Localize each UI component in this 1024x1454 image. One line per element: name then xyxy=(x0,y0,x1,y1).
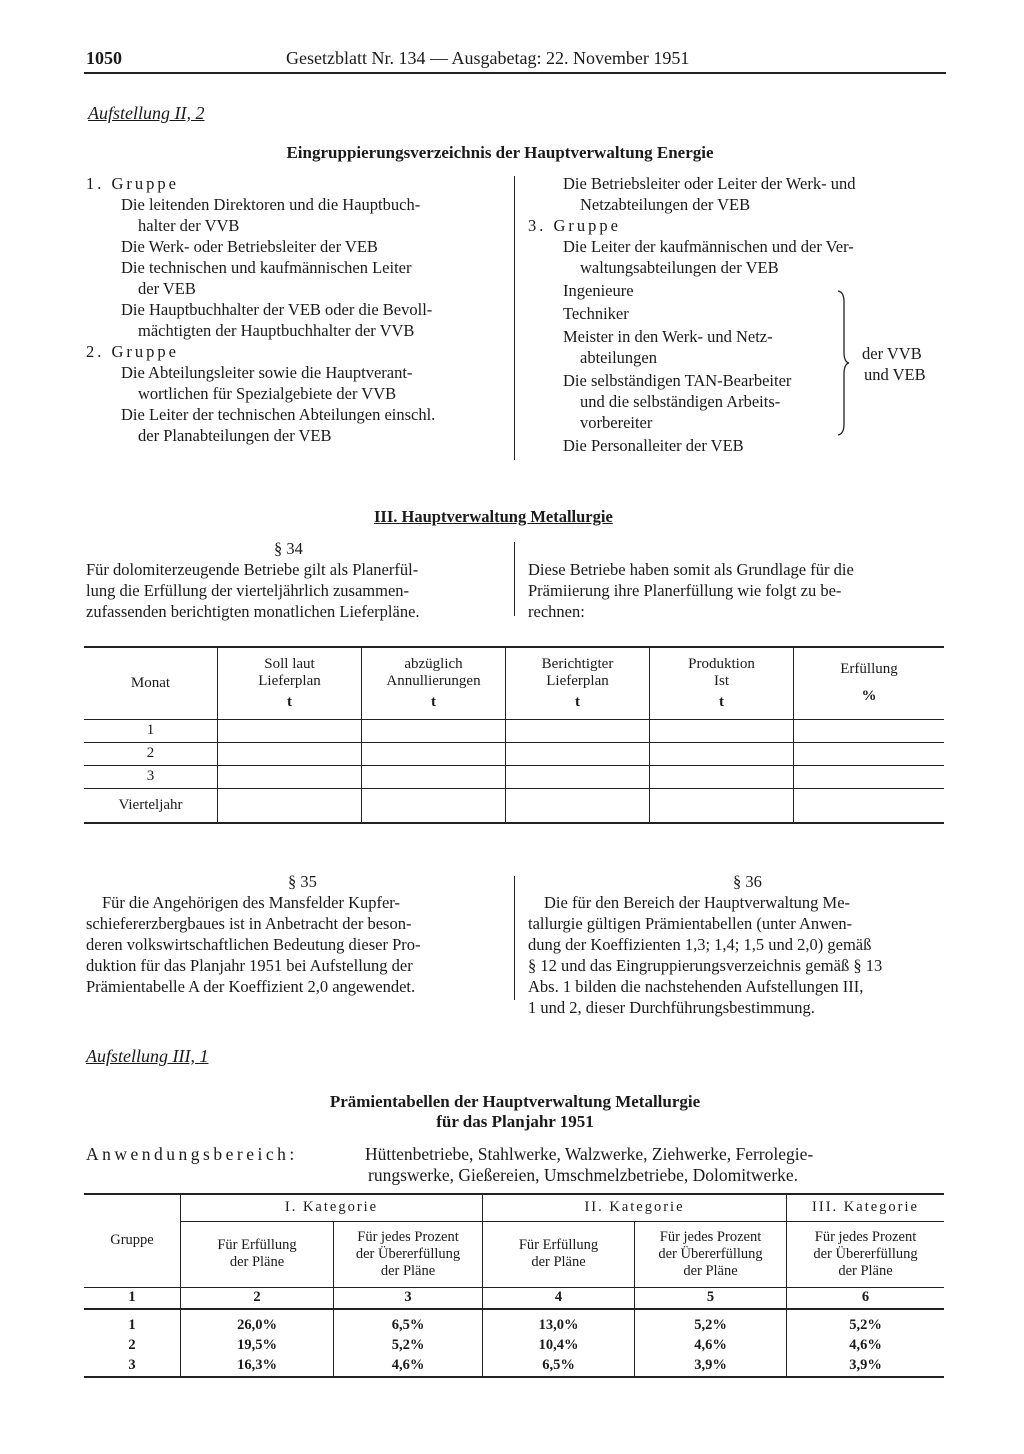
brace-label xyxy=(862,343,926,385)
g2-line: Die Leiter der technischen Abteilungen einschl. xyxy=(121,405,436,424)
header-unit: t xyxy=(431,693,436,710)
aufstellung-ii2-title: Eingruppierungsverzeichnis der Hauptverwaltung Energie xyxy=(286,143,714,162)
header-unit: t xyxy=(719,693,724,710)
g3-line: vorbereiter xyxy=(580,413,653,432)
cell: 3,9% xyxy=(787,1355,945,1377)
sub-line: der Übererfüllung xyxy=(813,1245,918,1262)
p35-line: deren volkswirtschaftlichen Bedeutung dieser Pro- xyxy=(86,935,421,954)
p36-line: dung der Koeffizienten 1,3; 1,4; 1,5 und 2,0) gemäß xyxy=(528,935,872,954)
cell: 2 xyxy=(84,1335,181,1355)
p34-left xyxy=(86,538,504,622)
category-header: II. Kategorie xyxy=(483,1194,787,1221)
header-cell xyxy=(794,647,945,719)
header-label: Erfüllung xyxy=(840,661,898,678)
p36-line: Die für den Bereich der Hauptverwaltung Me- xyxy=(544,893,851,912)
title-line: für das Planjahr 1951 xyxy=(436,1112,594,1131)
g1-line: der VEB xyxy=(138,279,196,298)
header-label: Ist xyxy=(714,672,729,689)
table-row xyxy=(84,1309,944,1335)
cell: 5,2% xyxy=(787,1309,945,1335)
p34-line: rechnen: xyxy=(528,602,585,621)
sub-line: der Pläne xyxy=(229,1254,285,1270)
cell: 26,0% xyxy=(181,1309,334,1335)
row-label: 3 xyxy=(84,765,218,788)
col-number: 5 xyxy=(635,1287,787,1309)
header-gruppe: Gruppe xyxy=(84,1194,181,1287)
cell: 3 xyxy=(84,1355,181,1377)
p34-line: Diese Betriebe haben somit als Grundlage für die xyxy=(528,560,854,579)
anwendung-label: Anwendungsbereich: xyxy=(86,1144,298,1164)
ii2-right-column xyxy=(528,173,953,456)
p36-line: § 12 und das Eingruppierungsverzeichnis gemäß § 13 xyxy=(528,956,883,975)
p34-line: zufassenden berichtigten monatlichen Lieferpläne. xyxy=(86,602,420,621)
cell: 4,6% xyxy=(635,1335,787,1355)
p35-heading: § 35 xyxy=(288,872,317,891)
g2-line: Die Abteilungsleiter sowie die Hauptverant- xyxy=(121,363,413,382)
sub-line: der Pläne xyxy=(838,1262,893,1279)
curly-brace xyxy=(836,290,850,436)
header-cell xyxy=(506,647,650,719)
p34-right xyxy=(528,559,948,622)
cell: 3,9% xyxy=(635,1355,787,1377)
g3-line: abteilungen xyxy=(580,348,657,367)
praemien-table xyxy=(84,1193,944,1378)
p34-heading: § 34 xyxy=(274,539,303,558)
p36-line: tallurgie gültigen Prämientabellen (unter Anwen- xyxy=(528,914,853,933)
sub-line: Für jedes Prozent xyxy=(814,1228,917,1245)
g3-line: Die Leiter der kaufmännischen und der Ver- xyxy=(563,237,854,256)
subheader xyxy=(635,1221,787,1287)
planerfuellung-table xyxy=(84,646,944,824)
cell: 10,4% xyxy=(483,1335,635,1355)
sub-line: der Pläne xyxy=(380,1262,436,1279)
cell: 4,6% xyxy=(334,1355,483,1377)
group1-heading: 1. Gruppe xyxy=(86,174,179,193)
header-label: Berichtigter xyxy=(541,655,614,672)
g3-line: waltungsabteilungen der VEB xyxy=(580,258,779,277)
brace-line: und VEB xyxy=(864,365,926,384)
sub-line: der Pläne xyxy=(531,1254,586,1270)
g3-line: Techniker xyxy=(563,304,629,323)
p35-line: Für die Angehörigen des Mansfelder Kupfer- xyxy=(102,893,400,912)
page-number: 1050 xyxy=(86,48,122,68)
top-line: Die Betriebsleiter oder Leiter der Werk- und xyxy=(563,174,856,193)
title-line: Prämientabellen der Hauptverwaltung Metallurgie xyxy=(329,1092,701,1111)
header-label: abzüglich xyxy=(404,655,463,672)
sub-line: Für Erfüllung xyxy=(518,1237,599,1253)
row-label: Vierteljahr xyxy=(84,788,218,823)
subheader xyxy=(787,1221,945,1287)
row-label: 1 xyxy=(84,719,218,742)
col-number: 4 xyxy=(483,1287,635,1309)
header-unit: t xyxy=(287,693,292,710)
sub-line: Für jedes Prozent xyxy=(659,1228,762,1245)
cell: 5,2% xyxy=(635,1309,787,1335)
cell: 6,5% xyxy=(334,1309,483,1335)
p36 xyxy=(528,871,948,1018)
g3-line: Ingenieure xyxy=(563,281,634,300)
cell: 13,0% xyxy=(483,1309,635,1335)
top-line: Netzabteilungen der VEB xyxy=(580,195,751,214)
p36-line: Abs. 1 bilden die nachstehenden Aufstellungen III, xyxy=(528,977,864,996)
header-monat: Monat xyxy=(84,647,218,719)
header-cell xyxy=(362,647,506,719)
p34-line: Prämiierung ihre Planerfüllung wie folgt zu be- xyxy=(528,581,842,600)
header-rule xyxy=(84,72,946,74)
group3-heading: 3. Gruppe xyxy=(528,216,621,235)
anwendung-text xyxy=(365,1144,813,1186)
cell: 19,5% xyxy=(181,1335,334,1355)
header-title: Gesetzblatt Nr. 134 — Ausgabetag: 22. November 1951 xyxy=(286,48,690,68)
category-header: I. Kategorie xyxy=(181,1194,483,1221)
sub-line: der Übererfüllung xyxy=(658,1245,763,1262)
g1-line: mächtigten der Hauptbuchhalter der VVB xyxy=(138,321,415,340)
sub-line: Für jedes Prozent xyxy=(357,1228,459,1245)
cell: 4,6% xyxy=(787,1335,945,1355)
sub-line: der Übererfüllung xyxy=(355,1245,461,1262)
header-label: Lieferplan xyxy=(258,672,321,689)
ii2-left-column xyxy=(86,173,506,446)
table xyxy=(84,646,944,824)
g2-line: wortlichen für Spezialgebiete der VVB xyxy=(138,384,397,403)
group2-heading: 2. Gruppe xyxy=(86,342,179,361)
column-divider xyxy=(514,542,515,616)
g3-line: Meister in den Werk- und Netz- xyxy=(563,327,773,346)
g3-line: Die Personalleiter der VEB xyxy=(563,436,744,455)
col-number: 1 xyxy=(84,1287,181,1309)
cell: 5,2% xyxy=(334,1335,483,1355)
cell: 6,5% xyxy=(483,1355,635,1377)
p34-line: lung die Erfüllung der vierteljährlich zusammen- xyxy=(86,581,410,600)
p36-line: 1 und 2, dieser Durchführungsbestimmung. xyxy=(528,998,815,1017)
p35 xyxy=(86,871,504,997)
p35-line: Prämientabelle A der Koeffizient 2,0 angewendet. xyxy=(86,977,416,996)
category-header: III. Kategorie xyxy=(787,1194,945,1221)
p34-line: Für dolomiterzeugende Betriebe gilt als Planerfül- xyxy=(86,560,419,579)
col-number: 6 xyxy=(787,1287,945,1309)
row-label: 2 xyxy=(84,742,218,765)
table-row xyxy=(84,1355,944,1377)
g1-line: Die technischen und kaufmännischen Leiter xyxy=(121,258,412,277)
header-label: Soll laut xyxy=(264,655,315,672)
header-unit: % xyxy=(861,688,877,705)
column-divider xyxy=(514,176,515,460)
aufstellung-ii2-label: Aufstellung II, 2 xyxy=(88,103,205,123)
anwendung-line: Hüttenbetriebe, Stahlwerke, Walzwerke, Ziehwerke, Ferrolegie- xyxy=(365,1144,814,1164)
aufstellung-iii1-title xyxy=(0,1092,1024,1132)
section-iii-title: III. Hauptverwaltung Metallurgie xyxy=(374,507,613,526)
sub-line: der Pläne xyxy=(683,1262,738,1279)
column-divider xyxy=(514,876,515,1000)
col-number: 2 xyxy=(181,1287,334,1309)
header-label: Produktion xyxy=(688,655,755,672)
g2-line: der Planabteilungen der VEB xyxy=(138,426,332,445)
subheader xyxy=(181,1221,334,1287)
brace-line: der VVB xyxy=(862,344,922,363)
g1-line: halter der VVB xyxy=(138,216,240,235)
p36-heading: § 36 xyxy=(733,872,762,891)
sub-line: Für Erfüllung xyxy=(217,1237,297,1253)
aufstellung-iii1-label: Aufstellung III, 1 xyxy=(86,1046,209,1066)
g1-line: Die leitenden Direktoren und die Hauptbuch- xyxy=(121,195,421,214)
header-label: Lieferplan xyxy=(546,672,609,689)
subheader xyxy=(334,1221,483,1287)
anwendung-line: rungswerke, Gießereien, Umschmelzbetriebe, Dolomitwerke. xyxy=(368,1165,799,1185)
g1-line: Die Hauptbuchhalter der VEB oder die Bevoll- xyxy=(121,300,433,319)
p35-line: duktion für das Planjahr 1951 bei Aufstellung der xyxy=(86,956,413,975)
cell: 16,3% xyxy=(181,1355,334,1377)
col-number: 3 xyxy=(334,1287,483,1309)
header-label: Annullierungen xyxy=(386,672,481,689)
header-cell xyxy=(218,647,362,719)
g3-line: und die selbständigen Arbeits- xyxy=(580,392,781,411)
subheader xyxy=(483,1221,635,1287)
table xyxy=(84,1193,944,1378)
g3-line: Die selbständigen TAN-Bearbeiter xyxy=(563,371,792,390)
header-unit: t xyxy=(575,693,580,710)
table-row xyxy=(84,1335,944,1355)
cell: 1 xyxy=(84,1309,181,1335)
p35-line: schiefererzbergbaues ist in Anbetracht der beson- xyxy=(86,914,412,933)
g1-line: Die Werk- oder Betriebsleiter der VEB xyxy=(121,237,378,256)
header-cell xyxy=(650,647,794,719)
